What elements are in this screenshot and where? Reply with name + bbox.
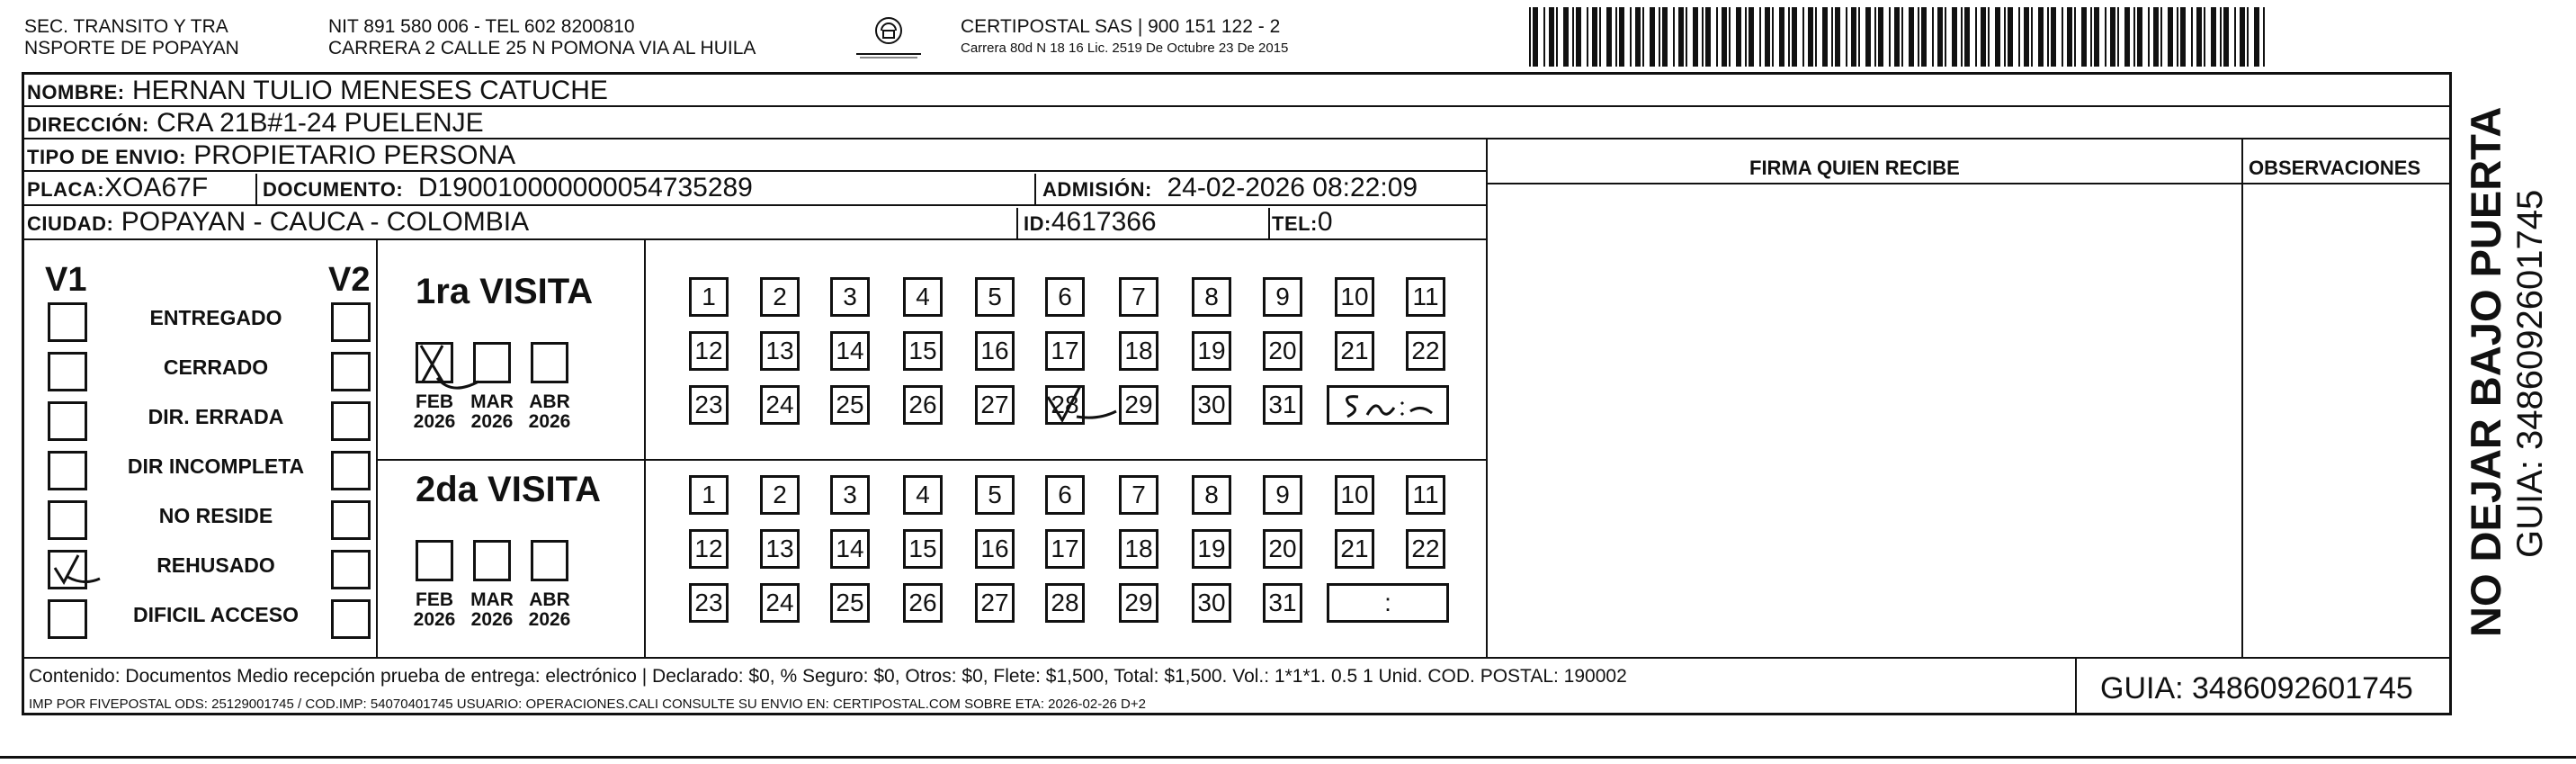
day-number: 28 (1051, 391, 1079, 418)
day-box[interactable]: 18 (1119, 331, 1158, 371)
documento-label: DOCUMENTO: (263, 178, 404, 201)
side-guia: GUIA: 3486092601745 (2510, 189, 2550, 558)
day-box[interactable]: 17 (1045, 529, 1085, 569)
day-box[interactable]: 21 (1335, 331, 1374, 371)
address-line: CARRERA 2 CALLE 25 N POMONA VIA AL HUILA (328, 38, 756, 58)
day-box[interactable]: 22 (1406, 331, 1445, 371)
ciudad-value: POPAYAN - CAUCA - COLOMBIA (121, 207, 530, 237)
row-placa (22, 172, 1488, 206)
signature-area[interactable] (1489, 184, 2240, 655)
month-checkbox[interactable] (473, 342, 511, 383)
v1-checkbox[interactable] (48, 302, 87, 342)
month-name: MAR (470, 589, 514, 610)
day-box[interactable]: 9 (1263, 277, 1302, 317)
day-box[interactable]: 30 (1192, 583, 1231, 623)
month-name: MAR (470, 391, 514, 412)
day-box[interactable]: 30 (1192, 385, 1231, 425)
row-direccion (22, 107, 2452, 139)
visit-1-title: 1ra VISITA (416, 272, 594, 311)
day-box[interactable]: 6 (1045, 475, 1085, 515)
v2-checkbox[interactable] (331, 599, 371, 639)
day-box[interactable]: 5 (975, 277, 1015, 317)
company-sub: Carrera 80d N 18 16 Lic. 2519 De Octubre 23 De 2015 (961, 40, 1289, 56)
day-box[interactable]: 10 (1335, 475, 1374, 515)
day-box[interactable]: 20 (1263, 529, 1302, 569)
day-box[interactable]: 3 (830, 475, 870, 515)
time-box[interactable]: : (1327, 583, 1449, 623)
agency-line-2: NSPORTE DE POPAYAN (24, 38, 239, 58)
v2-checkbox[interactable] (331, 550, 371, 589)
day-box[interactable]: 12 (689, 529, 729, 569)
month-label (465, 590, 519, 630)
month-name: ABR (529, 589, 570, 610)
day-box[interactable]: 23 (689, 583, 729, 623)
v1-checkbox[interactable] (48, 451, 87, 490)
day-box[interactable]: 16 (975, 331, 1015, 371)
day-box[interactable]: 11 (1406, 277, 1445, 317)
day-box[interactable]: 28 (1045, 583, 1085, 623)
day-box[interactable]: 26 (903, 583, 943, 623)
strike-mark-icon (1044, 384, 1125, 429)
month-name: ABR (529, 391, 570, 412)
direccion-label: DIRECCIÓN: (27, 113, 149, 136)
day-box[interactable]: 19 (1192, 331, 1231, 371)
barcode (1529, 7, 2271, 67)
id-value: 4617366 (1051, 207, 1157, 237)
side-warning: NO DEJAR BAJO PUERTA (2462, 106, 2509, 637)
month-label (523, 590, 577, 630)
direccion-value: CRA 21B#1-24 PUELENJE (157, 108, 484, 138)
day-box[interactable]: 5 (975, 475, 1015, 515)
day-box[interactable]: 24 (760, 385, 800, 425)
handwritten-time-icon (1331, 388, 1448, 424)
placa-value: XOA67F (104, 173, 209, 202)
day-box[interactable]: 29 (1119, 385, 1158, 425)
month-year: 2026 (470, 411, 514, 432)
day-box[interactable] (1045, 385, 1085, 425)
visit-2-title: 2da VISITA (416, 470, 601, 509)
status-label: DIFICIL ACCESO (132, 603, 299, 626)
day-box[interactable]: 9 (1263, 475, 1302, 515)
month-label (407, 590, 461, 630)
v2-checkbox[interactable] (331, 451, 371, 490)
nombre-value: HERNAN TULIO MENESES CATUCHE (131, 76, 608, 105)
day-box[interactable]: 2 (760, 475, 800, 515)
month-label (407, 392, 461, 432)
day-box[interactable]: 21 (1335, 529, 1374, 569)
day-box[interactable]: 19 (1192, 529, 1231, 569)
nombre-label: NOMBRE: (27, 81, 125, 103)
day-box[interactable]: 16 (975, 529, 1015, 569)
month-name: FEB (416, 589, 453, 610)
agency-name (24, 16, 239, 59)
day-box[interactable]: 14 (830, 331, 870, 371)
day-box[interactable]: 24 (760, 583, 800, 623)
company-info (961, 16, 1288, 58)
day-box[interactable]: 4 (903, 277, 943, 317)
day-box[interactable]: 8 (1192, 277, 1231, 317)
v2-checkbox[interactable] (331, 401, 371, 441)
status-label: DIR. ERRADA (148, 405, 284, 428)
status-label: NO RESIDE (158, 504, 273, 527)
month-name: FEB (416, 391, 453, 412)
day-box[interactable]: 6 (1045, 277, 1085, 317)
v1-label: V1 (45, 261, 87, 299)
v1-checkbox[interactable] (48, 352, 87, 391)
admision-value: 24-02-2026 08:22:09 (1167, 173, 1418, 202)
placa-label: PLACA: (27, 178, 105, 201)
day-box[interactable]: 1 (689, 475, 729, 515)
day-box[interactable]: 27 (975, 385, 1015, 425)
month-label (465, 392, 519, 432)
day-box[interactable]: 7 (1119, 277, 1158, 317)
day-box[interactable]: 17 (1045, 331, 1085, 371)
footer-content-line: Contenido: Documentos Medio recepción prueba de entrega: electrónico | Declarado: $0, % Seguro: $0, Otros: $0, Flete: $1,500, Total: $1,500. Vol.: 1*1*1. 0.5 1 Unid. COD. POSTAL: 190002 (29, 666, 1627, 687)
tipo-label: TIPO DE ENVIO: (27, 146, 186, 168)
day-box[interactable]: 11 (1406, 475, 1445, 515)
day-box[interactable]: 23 (689, 385, 729, 425)
status-label: ENTREGADO (149, 306, 282, 329)
month-year: 2026 (413, 411, 456, 432)
ciudad-label: CIUDAD: (27, 212, 114, 235)
company-line: CERTIPOSTAL SAS | 900 151 122 - 2 (961, 16, 1281, 37)
day-box[interactable]: 31 (1263, 385, 1302, 425)
v1-checkbox[interactable] (48, 550, 87, 589)
v2-checkbox[interactable] (331, 302, 371, 342)
day-box[interactable]: 18 (1119, 529, 1158, 569)
firma-header: FIRMA QUIEN RECIBE (1749, 157, 1960, 179)
status-label: REHUSADO (157, 553, 275, 577)
v1-checkbox[interactable] (48, 599, 87, 639)
day-box[interactable]: 22 (1406, 529, 1445, 569)
tel-label: TEL: (1272, 212, 1318, 235)
day-box[interactable]: 25 (830, 385, 870, 425)
v2-label: V2 (328, 261, 371, 299)
day-box[interactable]: 20 (1263, 331, 1302, 371)
month-checkbox[interactable] (531, 540, 568, 581)
month-checkbox[interactable] (416, 342, 453, 383)
day-box[interactable]: 10 (1335, 277, 1374, 317)
footer-guia: GUIA: 3486092601745 (2100, 671, 2413, 706)
day-box[interactable]: 13 (760, 529, 800, 569)
day-box[interactable]: 8 (1192, 475, 1231, 515)
day-box[interactable]: 29 (1119, 583, 1158, 623)
sender-info (328, 16, 756, 59)
day-box[interactable]: 7 (1119, 475, 1158, 515)
admision-label: ADMISIÓN: (1042, 178, 1152, 201)
day-box[interactable]: 3 (830, 277, 870, 317)
month-checkbox[interactable] (473, 540, 511, 581)
agency-line-1: SEC. TRANSITO Y TRA (24, 16, 228, 37)
tel-value: 0 (1317, 207, 1333, 237)
month-year: 2026 (413, 609, 456, 630)
observaciones-header: OBSERVACIONES (2249, 157, 2421, 179)
logo-icon (853, 13, 925, 63)
tipo-value: PROPIETARIO PERSONA (193, 140, 516, 170)
day-box[interactable]: 13 (760, 331, 800, 371)
day-box[interactable]: 14 (830, 529, 870, 569)
month-checkbox[interactable] (531, 342, 568, 383)
documento-value: D190010000000054735289 (417, 173, 753, 202)
certipostal-logo (853, 13, 925, 63)
day-box[interactable]: 31 (1263, 583, 1302, 623)
status-label: DIR INCOMPLETA (127, 454, 305, 478)
day-box[interactable]: 12 (689, 331, 729, 371)
day-box[interactable]: 2 (760, 277, 800, 317)
footer-print-line: IMP POR FIVEPOSTAL ODS: 25129001745 / COD.IMP: 54070401745 USUARIO: OPERACIONES.CALI CONSULTE SU ENVIO EN: CERTIPOSTAL.COM SOBRE ETA: 2026-02-26 D+2 (29, 697, 1146, 712)
day-box[interactable]: 4 (903, 475, 943, 515)
day-box[interactable]: 1 (689, 277, 729, 317)
day-box[interactable]: 15 (903, 529, 943, 569)
nit-line: NIT 891 580 006 - TEL 602 8200810 (328, 16, 635, 37)
month-checkbox[interactable] (416, 540, 453, 581)
barcode-graphic (1529, 7, 2271, 67)
month-label (523, 392, 577, 432)
day-box[interactable]: 15 (903, 331, 943, 371)
observations-area[interactable] (2244, 184, 2449, 655)
month-year: 2026 (470, 609, 514, 630)
v1-checkbox[interactable] (48, 500, 87, 540)
v2-checkbox[interactable] (331, 500, 371, 540)
day-box[interactable]: 25 (830, 583, 870, 623)
v1-checkbox[interactable] (48, 401, 87, 441)
id-label: ID: (1024, 212, 1051, 235)
status-label: CERRADO (163, 355, 269, 379)
row-tipo (22, 139, 1488, 172)
month-year: 2026 (528, 609, 571, 630)
row-nombre (22, 75, 2452, 107)
time-box[interactable] (1327, 385, 1449, 425)
v2-checkbox[interactable] (331, 352, 371, 391)
month-year: 2026 (528, 411, 571, 432)
day-box[interactable]: 26 (903, 385, 943, 425)
day-box[interactable]: 27 (975, 583, 1015, 623)
